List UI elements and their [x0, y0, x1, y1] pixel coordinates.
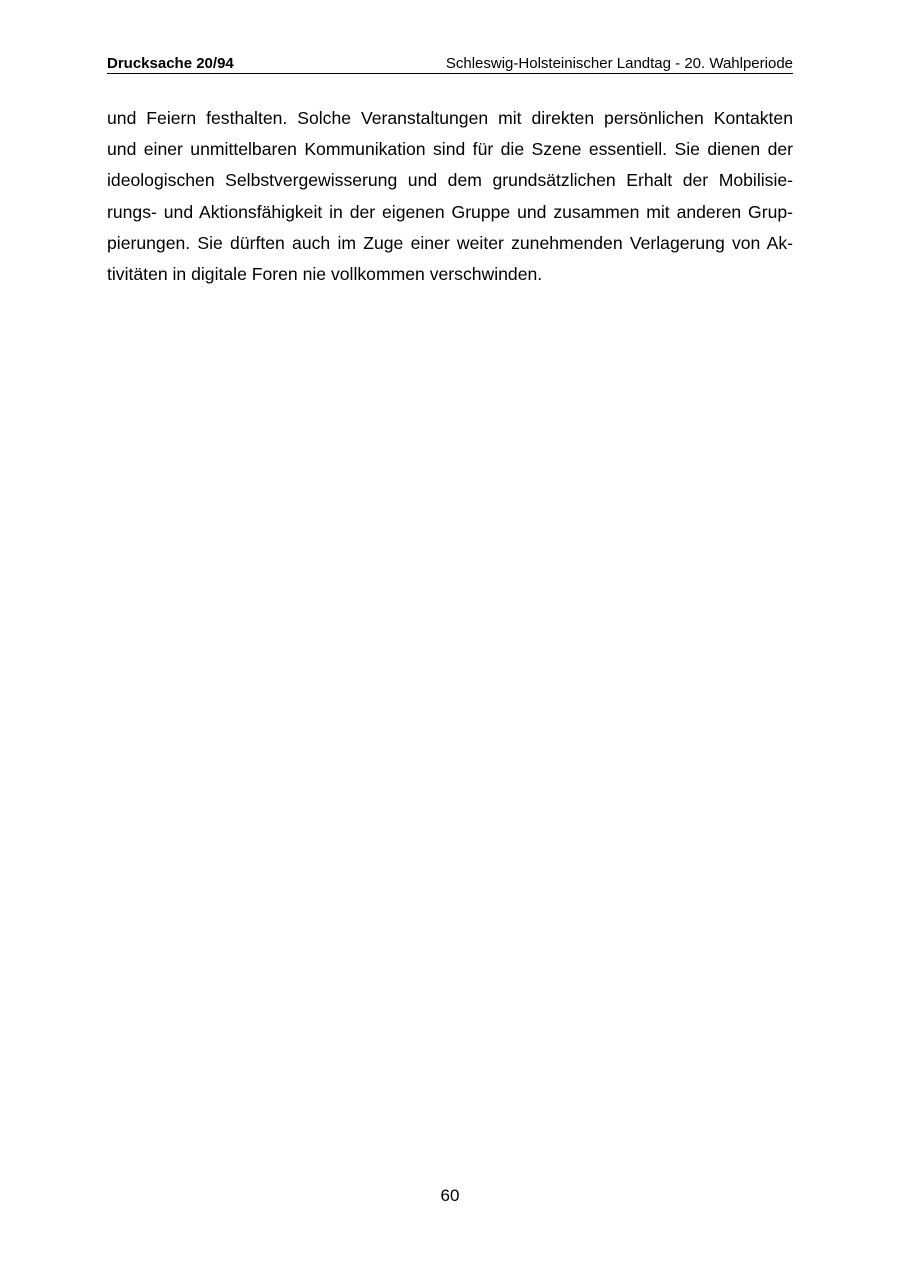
paragraph-line: tivitäten in digitale Foren nie vollkommen verschwinden. [107, 263, 543, 284]
body-paragraph [107, 103, 793, 290]
paragraph-line: und einer unmittelbaren Kommunikation sind für die Szene essentiell. Sie dienen der [107, 139, 793, 160]
paragraph-line: rungs- und Aktionsfähigkeit in der eigenen Gruppe und zusammen mit anderen Grup- [107, 201, 793, 222]
paragraph-line: pierungen. Sie dürften auch im Zuge einer weiter zunehmenden Verlagerung von Ak- [107, 232, 793, 253]
paragraph-line: und Feiern festhalten. Solche Veranstaltungen mit direkten persönlichen Kontakten [107, 108, 793, 128]
parliament-period: Schleswig-Holsteinischer Landtag - 20. Wahlperiode [445, 55, 793, 72]
page-number: 60 [440, 1186, 460, 1205]
document-number: Drucksache 20/94 [107, 55, 234, 72]
paragraph-line: ideologischen Selbstvergewisserung und dem grundsätzlichen Erhalt der Mobilisie- [107, 170, 793, 191]
page-header [107, 55, 793, 74]
